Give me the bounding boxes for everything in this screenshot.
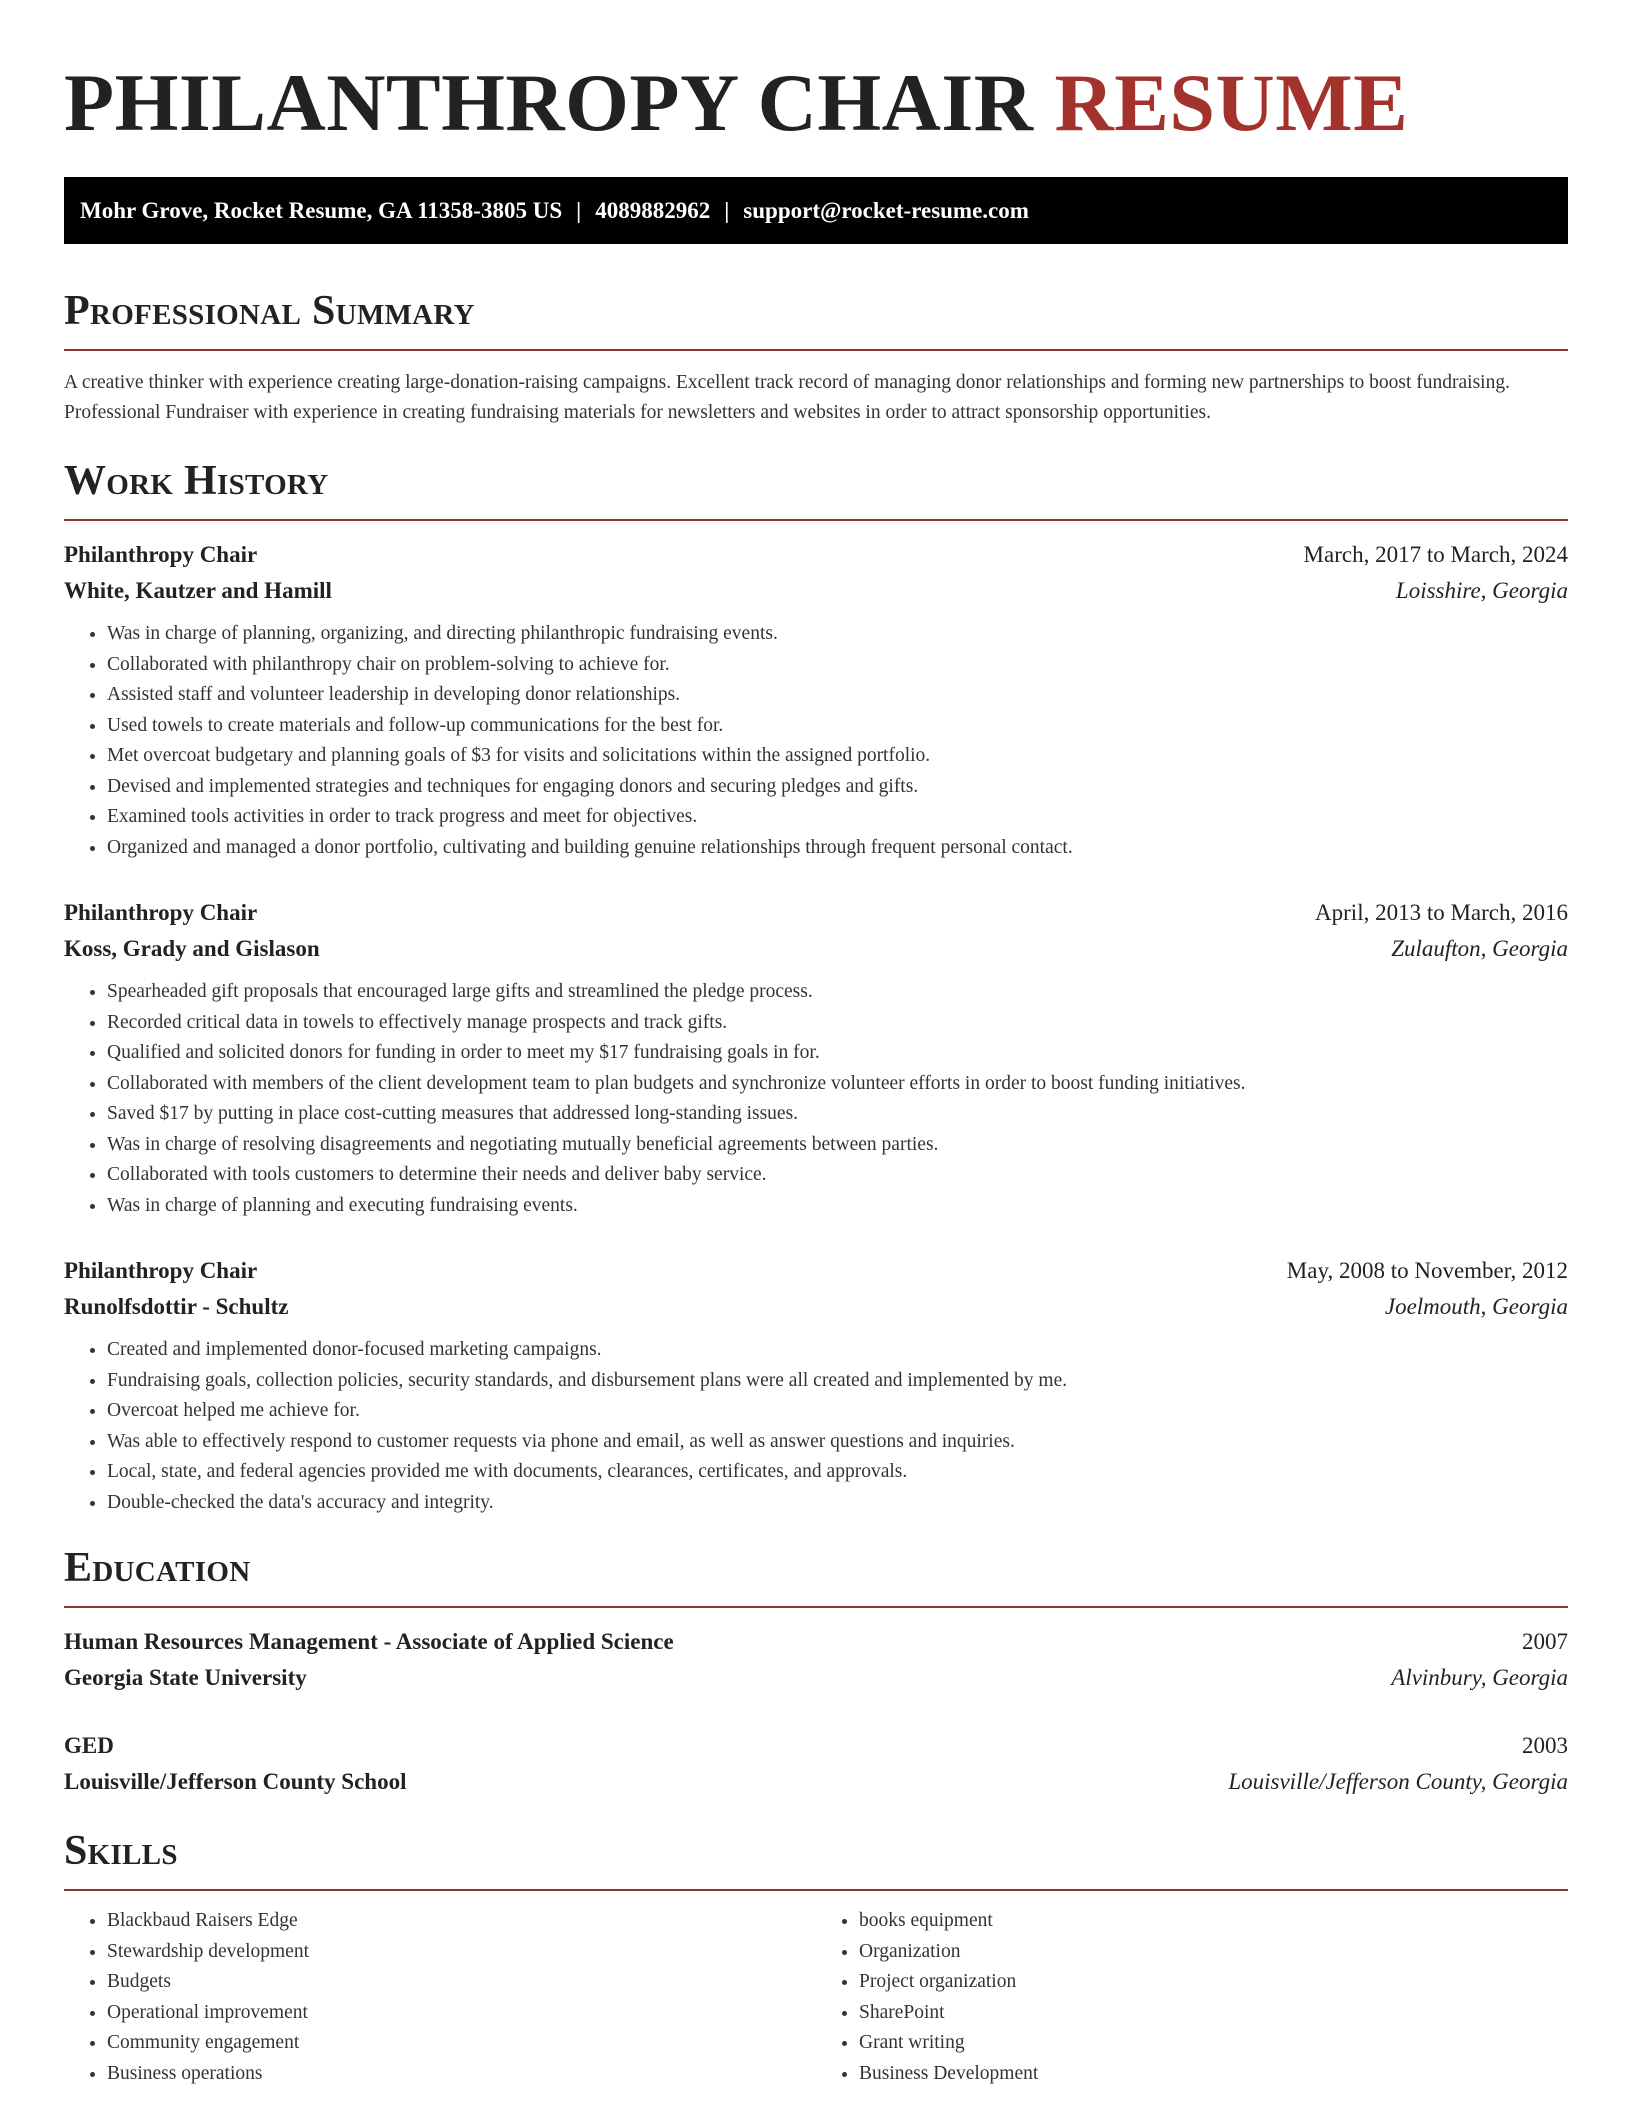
school-location: Louisville/Jefferson County, Georgia <box>1228 1769 1568 1794</box>
list-item: • Was able to effectively respond to customer requests via phone and email, as well as answer questions and inquiries. <box>107 1427 1568 1458</box>
list-item: • Spearheaded gift proposals that encouraged large gifts and streamlined the pledge process. <box>107 977 1568 1008</box>
contact-phone: 4089882962 <box>595 198 711 223</box>
education-section <box>64 1544 1568 1800</box>
section-divider <box>64 349 1568 351</box>
job-entry <box>64 537 1568 863</box>
summary-section <box>64 287 1568 428</box>
job-bullets <box>64 977 1568 1221</box>
degree-row <box>64 1624 1568 1660</box>
education-heading: Education <box>64 1545 251 1591</box>
list-item: • Budgets <box>107 1967 816 1998</box>
job-title: Philanthropy Chair <box>64 900 258 925</box>
job-entry <box>64 1253 1568 1518</box>
job-bullets <box>64 619 1568 863</box>
contact-bar <box>64 177 1568 244</box>
school-location: Alvinbury, Georgia <box>1391 1665 1568 1690</box>
list-item: • Overcoat helped me achieve for. <box>107 1396 1568 1427</box>
page-title <box>64 0 1568 148</box>
list-item: • Organization <box>859 1937 1568 1968</box>
list-item: • Blackbaud Raisers Edge <box>107 1906 816 1937</box>
list-item: • Project organization <box>859 1967 1568 1998</box>
contact-separator: | <box>724 198 730 223</box>
school-row <box>64 1660 1568 1696</box>
job-bullets <box>64 1335 1568 1518</box>
list-item: • Business Development <box>859 2059 1568 2090</box>
list-item: • Used towels to create materials and follow-up communications for the best for. <box>107 711 1568 742</box>
list-item: • Collaborated with philanthropy chair on problem-solving to achieve for. <box>107 650 1568 681</box>
summary-text: A creative thinker with experience creating large-donation-raising campaigns. Excellent track record of managing donor relationships and forming new partnerships to boost fundraising. Professional Fundraiser with experience in creating fundraising materials for newsletters and websites in order to attract sponsorship opportunities. <box>64 372 1510 423</box>
education-entry <box>64 1728 1568 1800</box>
job-title-row <box>64 537 1568 573</box>
job-location: Joelmouth, Georgia <box>1384 1294 1568 1319</box>
job-company-row <box>64 573 1568 609</box>
list-item: • Operational improvement <box>107 1998 816 2029</box>
skills-section <box>64 1827 1568 2089</box>
job-title: Philanthropy Chair <box>64 1258 258 1283</box>
job-location: Loisshire, Georgia <box>1395 578 1568 603</box>
job-company: Koss, Grady and Gislason <box>64 936 320 961</box>
list-item: • Met overcoat budgetary and planning goals of $3 for visits and solicitations within the assigned portfolio. <box>107 741 1568 772</box>
list-item: • Assisted staff and volunteer leadership in developing donor relationships. <box>107 680 1568 711</box>
title-accent: RESUME <box>1054 57 1409 148</box>
list-item: • Qualified and solicited donors for funding in order to meet my $17 fundraising goals in for. <box>107 1038 1568 1069</box>
section-divider <box>64 1606 1568 1608</box>
job-company-row <box>64 1289 1568 1325</box>
job-dates: March, 2017 to March, 2024 <box>1303 542 1568 567</box>
school-name: Louisville/Jefferson County School <box>64 1769 407 1794</box>
list-item: • Local, state, and federal agencies provided me with documents, clearances, certificates, and approvals. <box>107 1457 1568 1488</box>
list-item: • Grant writing <box>859 2028 1568 2059</box>
degree-year: 2003 <box>1522 1733 1568 1758</box>
contact-email: support@rocket-resume.com <box>743 198 1029 223</box>
list-item: • Was in charge of planning and executing fundraising events. <box>107 1191 1568 1222</box>
list-item: • Double-checked the data's accuracy and integrity. <box>107 1488 1568 1519</box>
job-title-row <box>64 1253 1568 1289</box>
list-item: • Was in charge of resolving disagreements and negotiating mutually beneficial agreements between parties. <box>107 1130 1568 1161</box>
section-divider <box>64 519 1568 521</box>
contact-separator: | <box>576 198 582 223</box>
education-entry <box>64 1624 1568 1696</box>
job-company-row <box>64 931 1568 967</box>
school-name: Georgia State University <box>64 1665 307 1690</box>
degree-row <box>64 1728 1568 1764</box>
section-divider <box>64 1889 1568 1891</box>
degree-year: 2007 <box>1522 1629 1568 1654</box>
job-title-row <box>64 895 1568 931</box>
job-company: White, Kautzer and Hamill <box>64 578 332 603</box>
list-item: • Fundraising goals, collection policies, security standards, and disbursement plans were all created and implemented by me. <box>107 1366 1568 1397</box>
list-item: • Community engagement <box>107 2028 816 2059</box>
list-item: • SharePoint <box>859 1998 1568 2029</box>
list-item: • Examined tools activities in order to track progress and meet for objectives. <box>107 802 1568 833</box>
summary-heading: Professional Summary <box>64 288 475 334</box>
skills-list-left <box>64 1906 816 2089</box>
job-entry <box>64 895 1568 1221</box>
skills-list-right <box>816 1906 1568 2089</box>
skills-columns <box>64 1906 1568 2089</box>
skills-heading: Skills <box>64 1828 178 1874</box>
list-item: • Recorded critical data in towels to effectively manage prospects and track gifts. <box>107 1008 1568 1039</box>
job-location: Zulaufton, Georgia <box>1391 936 1568 961</box>
list-item: • Devised and implemented strategies and techniques for engaging donors and securing pledges and gifts. <box>107 772 1568 803</box>
list-item: • Created and implemented donor-focused marketing campaigns. <box>107 1335 1568 1366</box>
job-title: Philanthropy Chair <box>64 542 258 567</box>
degree-name: Human Resources Management - Associate of Applied Science <box>64 1629 674 1654</box>
list-item: • Stewardship development <box>107 1937 816 1968</box>
list-item: • Was in charge of planning, organizing, and directing philanthropic fundraising events. <box>107 619 1568 650</box>
list-item: • Organized and managed a donor portfolio, cultivating and building genuine relationships through frequent personal contact. <box>107 833 1568 864</box>
work-heading: Work History <box>64 458 329 504</box>
list-item: • Business operations <box>107 2059 816 2090</box>
list-item: • Collaborated with members of the client development team to plan budgets and synchronize volunteer efforts in order to boost funding initiatives. <box>107 1069 1568 1100</box>
school-row <box>64 1764 1568 1800</box>
contact-address: Mohr Grove, Rocket Resume, GA 11358-3805 US <box>80 198 563 223</box>
job-company: Runolfsdottir - Schultz <box>64 1294 289 1319</box>
resume-page <box>64 0 1568 2089</box>
title-main: PHILANTHROPY CHAIR <box>64 57 1034 148</box>
list-item: • books equipment <box>859 1906 1568 1937</box>
degree-name: GED <box>64 1733 114 1758</box>
work-section <box>64 457 1568 1518</box>
list-item: • Collaborated with tools customers to determine their needs and deliver baby service. <box>107 1160 1568 1191</box>
job-dates: May, 2008 to November, 2012 <box>1286 1258 1568 1283</box>
job-dates: April, 2013 to March, 2016 <box>1315 900 1568 925</box>
list-item: • Saved $17 by putting in place cost-cutting measures that addressed long-standing issues. <box>107 1099 1568 1130</box>
